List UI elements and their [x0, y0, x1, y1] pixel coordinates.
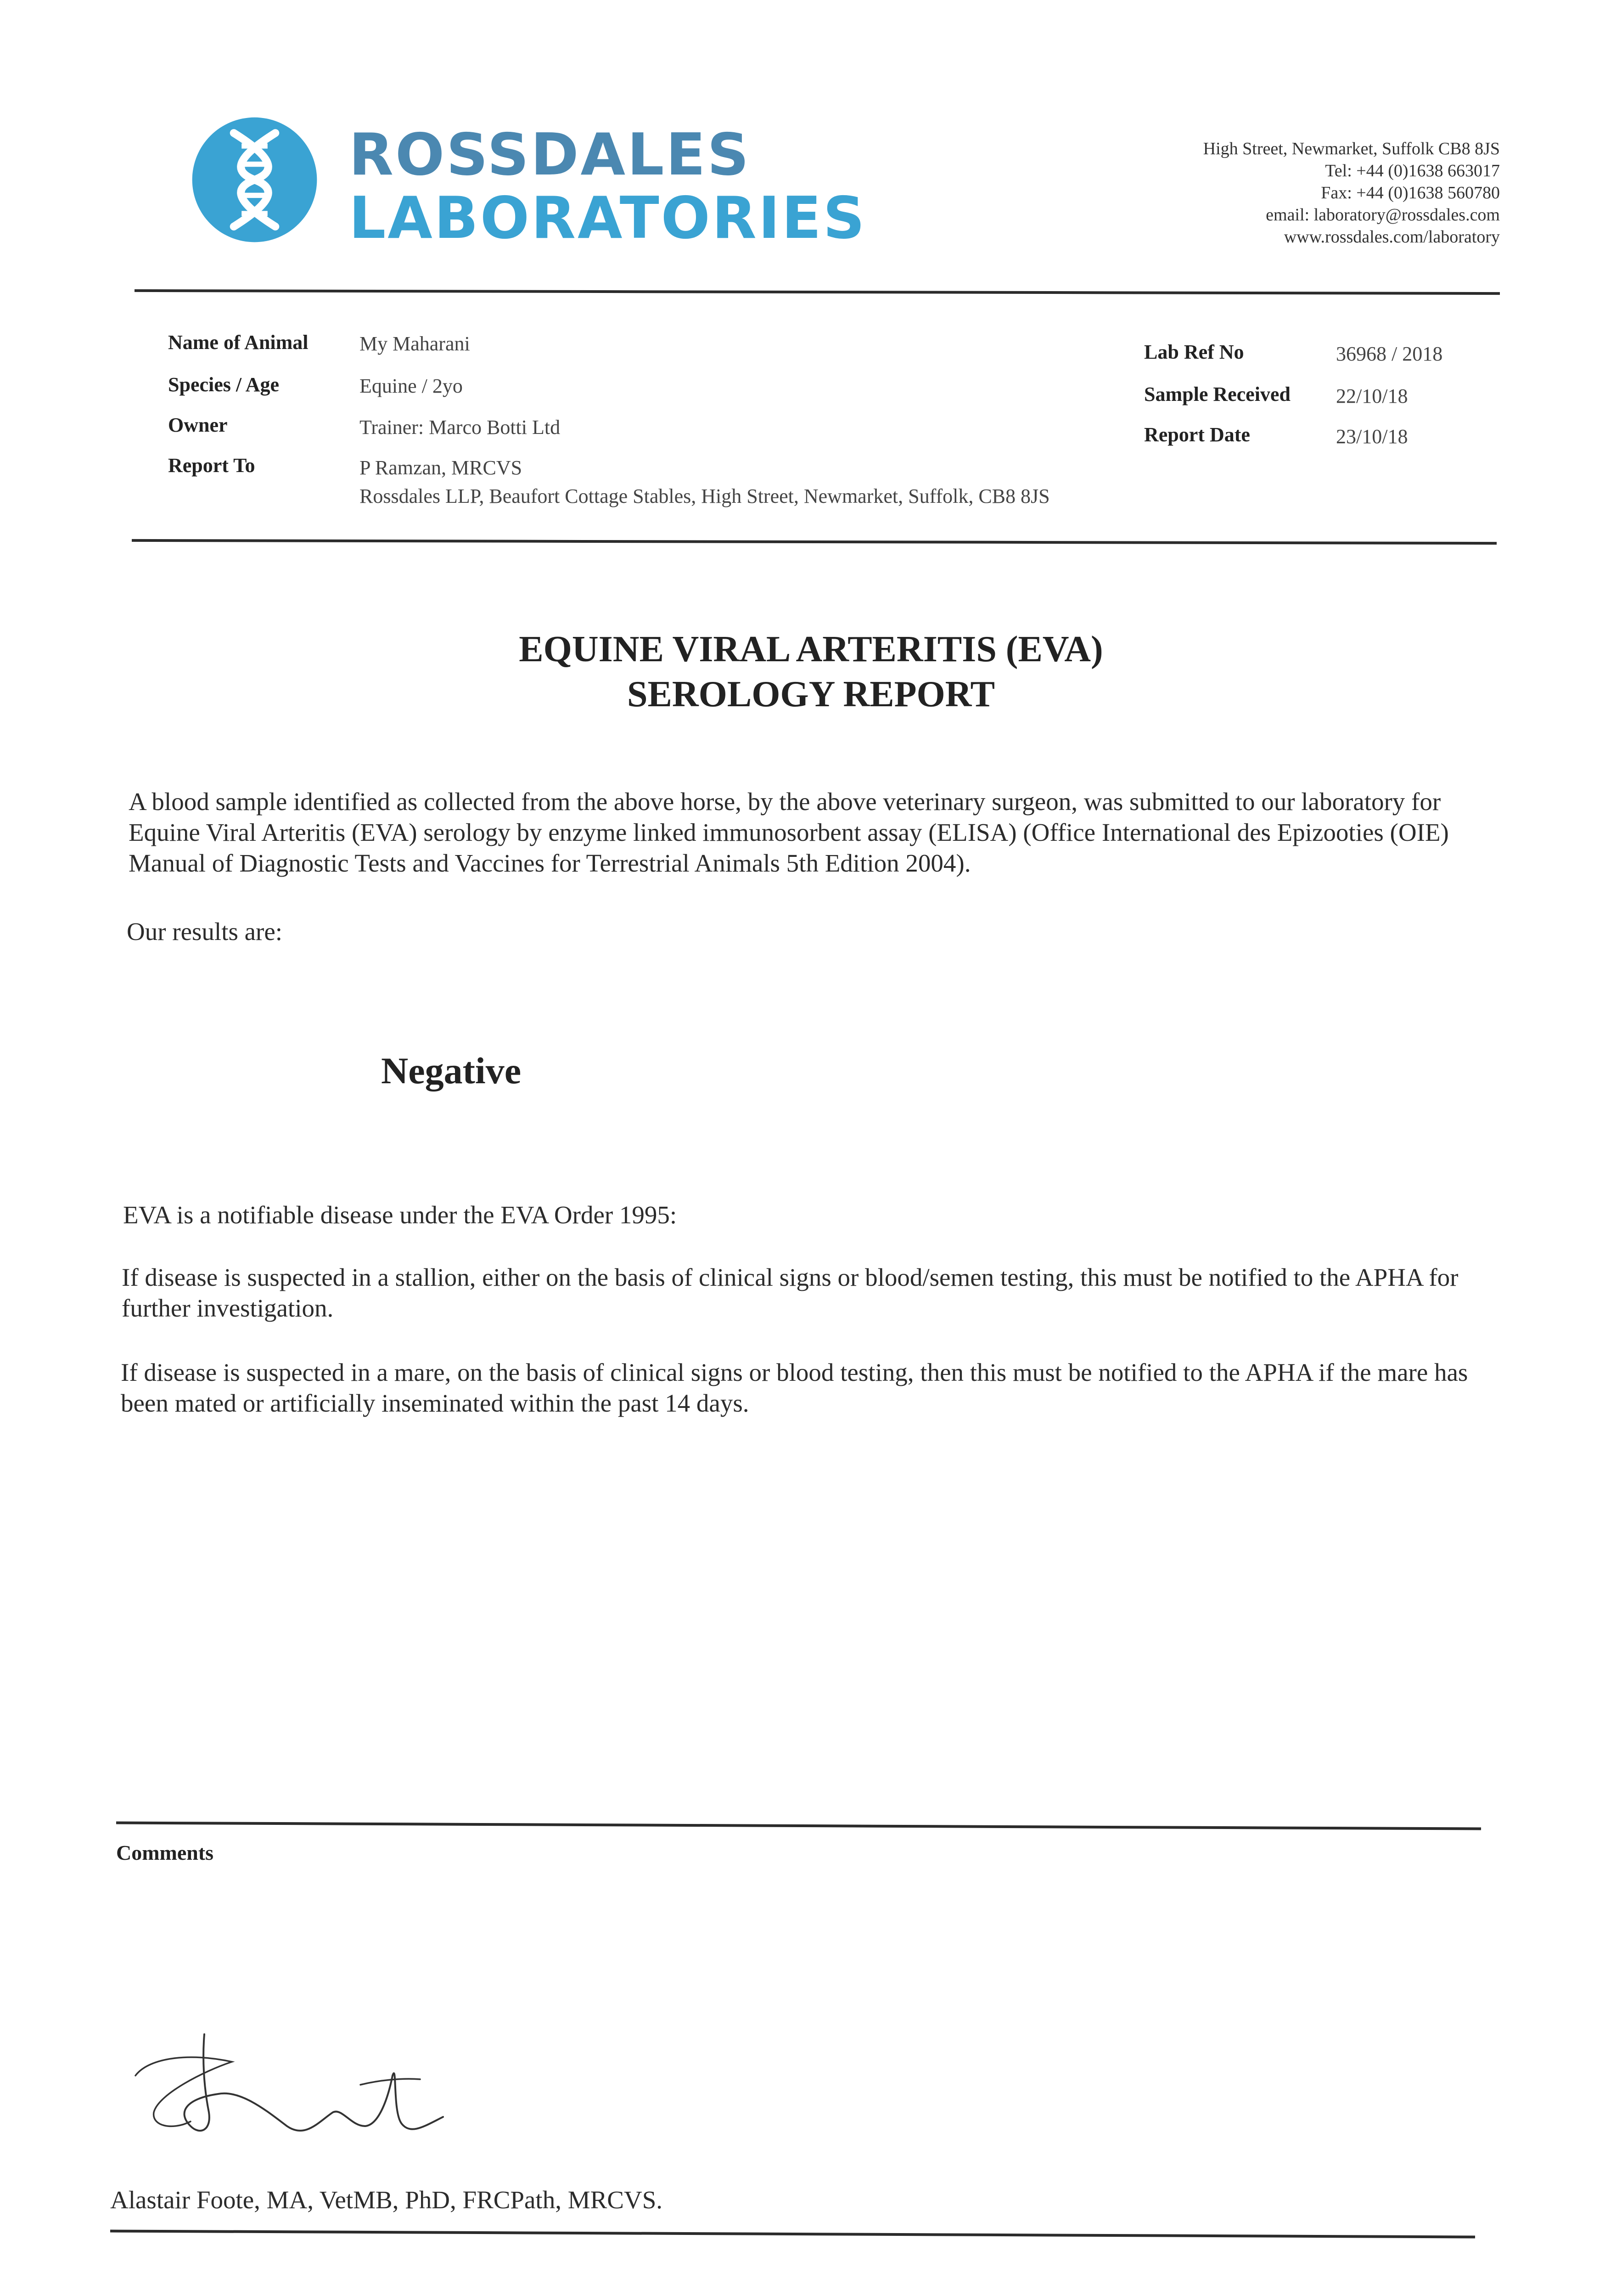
- contact-email[interactable]: email: laboratory@rossdales.com: [1266, 205, 1500, 225]
- dna-helix-icon: [190, 115, 320, 245]
- brand-name-line2: LABORATORIES: [349, 184, 867, 252]
- species-age-value: Equine / 2yo: [359, 375, 463, 397]
- signature-image: [122, 2020, 471, 2158]
- intro-paragraph: A blood sample identified as collected from the above horse, by the above veterinary surgeon, was submitted to our laboratory for Equine Viral Arteritis (EVA) serology by enzyme linked immunosorbent assay (ELISA) (Office International des Epizooties (OIE) Manual of Diagnostic Tests and Vaccines for Terrestrial Animals 5th Edition 2004).: [129, 788, 1449, 877]
- report-date-label: Report Date: [1144, 423, 1250, 446]
- contact-website[interactable]: www.rossdales.com/laboratory: [1284, 227, 1500, 247]
- header-divider: [135, 289, 1500, 295]
- brand-name-line1: ROSSDALES: [349, 121, 751, 188]
- report-to-value-address: Rossdales LLP, Beaufort Cottage Stables, High Street, Newmarket, Suffolk, CB8 8JS: [359, 485, 1050, 507]
- report-title-line1: EQUINE VIRAL ARTERITIS (EVA): [519, 629, 1103, 670]
- contact-fax: Fax: +44 (0)1638 560780: [1321, 183, 1500, 203]
- contact-block: [1203, 138, 1500, 248]
- lab-ref-label: Lab Ref No: [1144, 341, 1244, 363]
- mare-paragraph: If disease is suspected in a mare, on the basis of clinical signs or blood testing, then this must be notified to the APHA if the mare has been mated or artificially inseminated within the past 14 days.: [121, 1358, 1468, 1417]
- name-of-animal-label: Name of Animal: [168, 331, 309, 354]
- lab-ref-value: 36968 / 2018: [1336, 343, 1443, 365]
- report-to-label: Report To: [168, 454, 255, 477]
- footer-divider: [110, 2230, 1475, 2239]
- stallion-paragraph: If disease is suspected in a stallion, either on the basis of clinical signs or blood/semen testing, this must be notified to the APHA for further investigation.: [122, 1263, 1459, 1322]
- comments-label: Comments: [116, 1841, 214, 1864]
- report-title-line2: SEROLOGY REPORT: [627, 674, 995, 715]
- results-lead: Our results are:: [127, 917, 283, 945]
- contact-tel: Tel: +44 (0)1638 663017: [1325, 161, 1500, 180]
- comments-divider: [116, 1822, 1481, 1830]
- sample-received-value: 22/10/18: [1336, 385, 1408, 407]
- species-age-label: Species / Age: [168, 373, 279, 396]
- notifiable-statement: EVA is a notifiable disease under the EVA Order 1995:: [123, 1201, 677, 1229]
- owner-label: Owner: [168, 414, 228, 436]
- report-title: [0, 627, 1622, 717]
- signatory-name: Alastair Foote, MA, VetMB, PhD, FRCPath, MRCVS.: [110, 2186, 663, 2214]
- name-of-animal-value: My Maharani: [359, 332, 470, 355]
- contact-address: High Street, Newmarket, Suffolk CB8 8JS: [1203, 139, 1500, 158]
- owner-value: Trainer: Marco Botti Ltd: [359, 416, 561, 439]
- details-divider: [132, 539, 1497, 545]
- sample-received-label: Sample Received: [1144, 383, 1291, 405]
- report-to-value-name: P Ramzan, MRCVS: [359, 456, 522, 479]
- report-date-value: 23/10/18: [1336, 425, 1408, 448]
- result-value: Negative: [381, 1050, 522, 1092]
